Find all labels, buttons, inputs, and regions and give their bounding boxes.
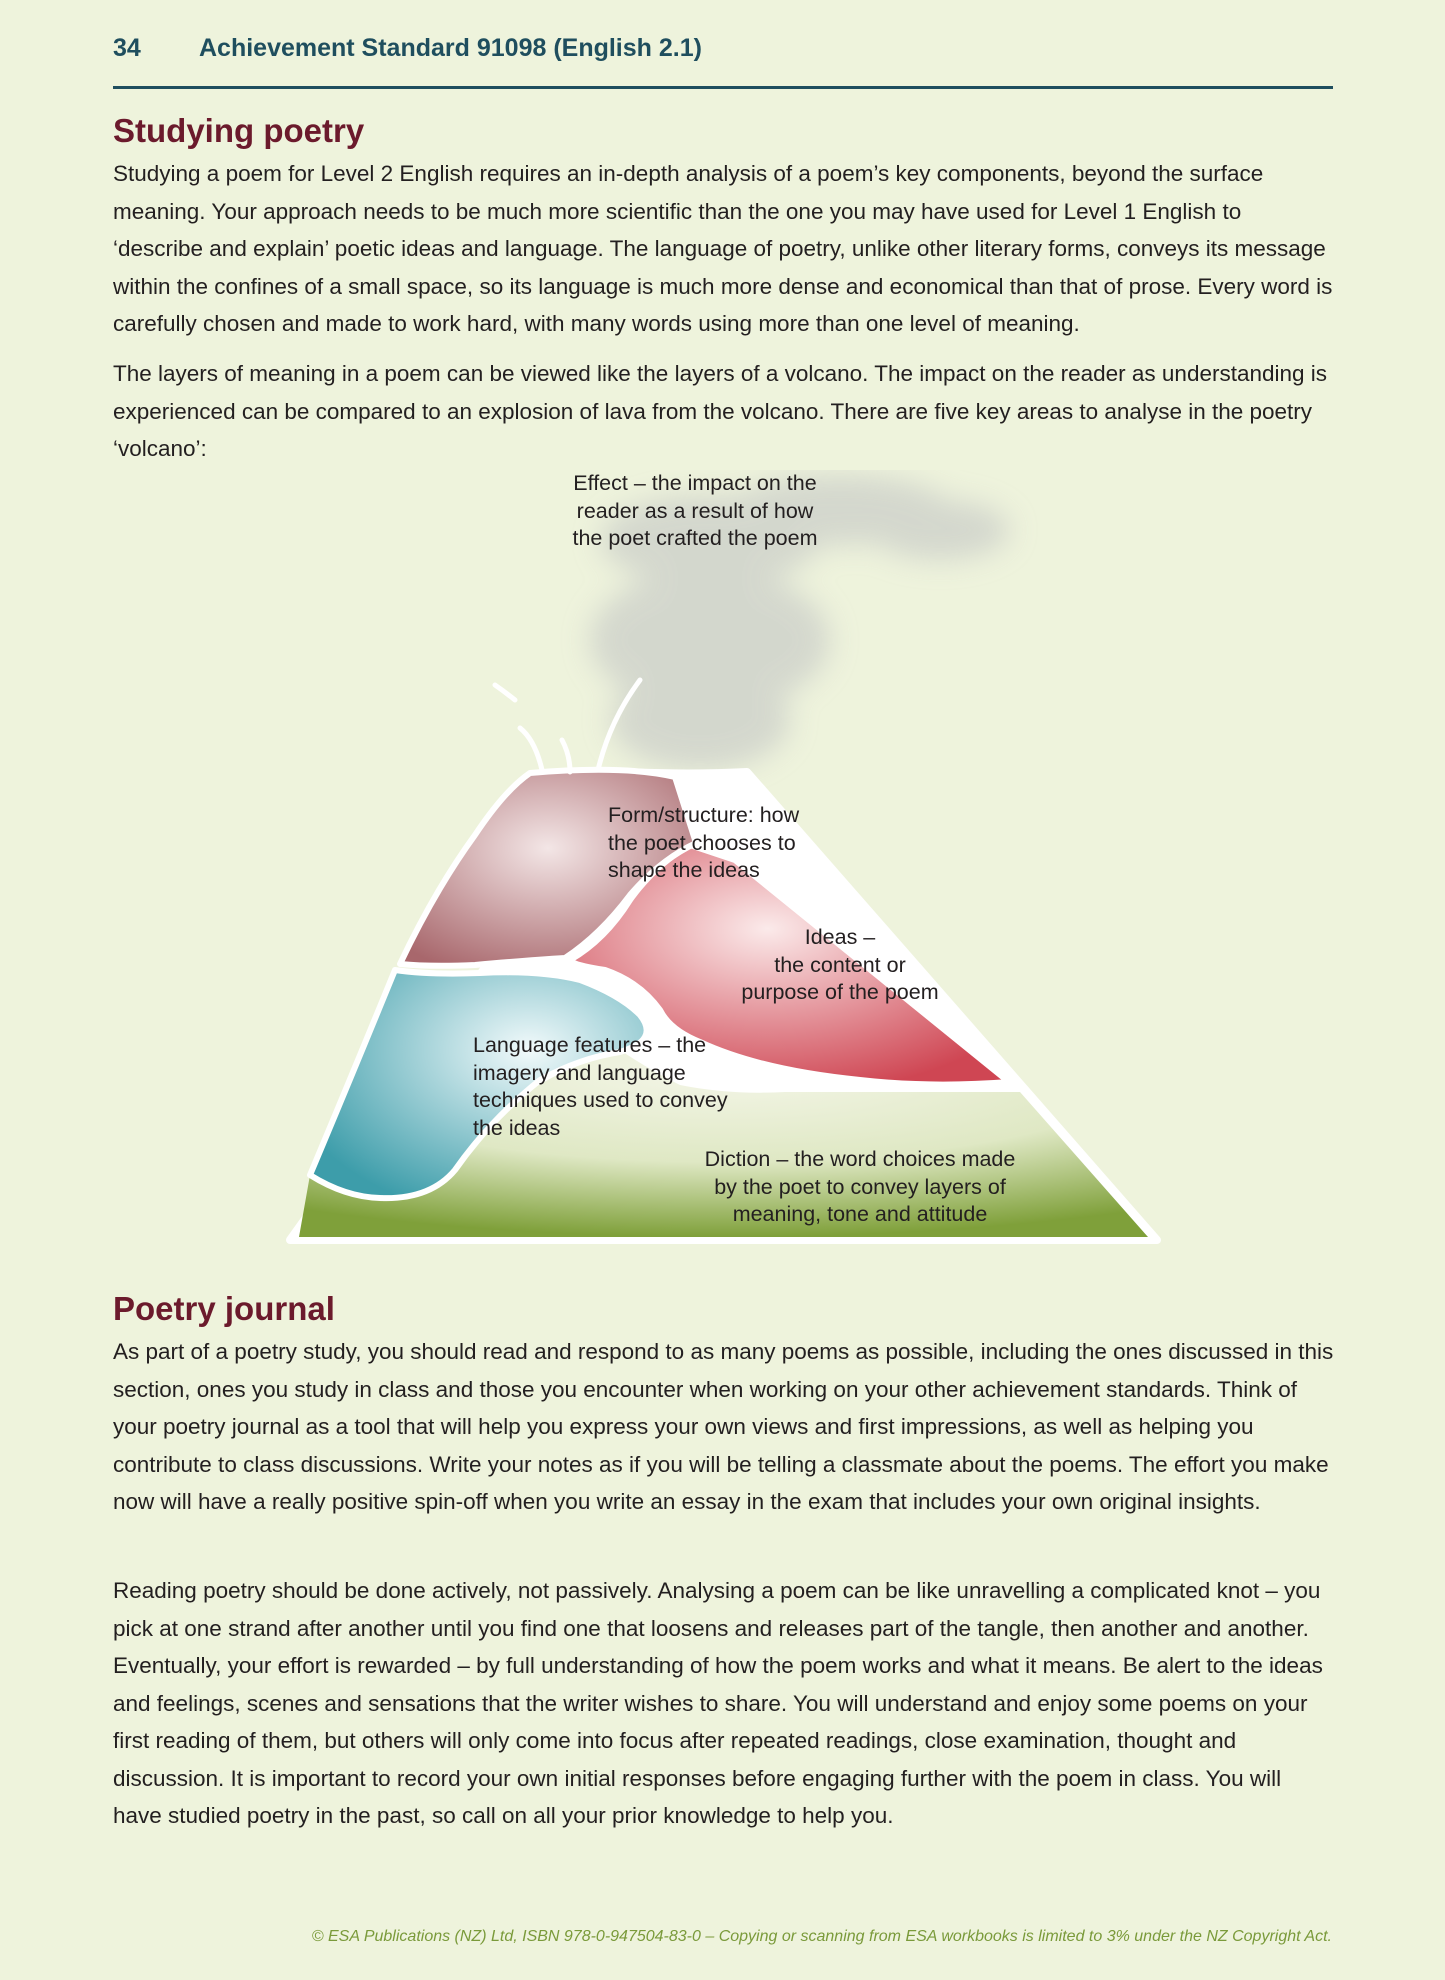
page-number: 34 (113, 34, 141, 62)
paragraph-journal-1: As part of a poetry study, you should read and respond to as many poems as possible, including the ones discussed in this section, ones you study in class and those you encounter when working on your other achievement standards. Think of your poetry journal as a tool that will help you express your own views and first impressions, as well as helping you contribute to class discussions. Write your notes as if you will be telling a classmate about the poems. The effort you make now will have a really positive spin-off when you write an essay in the exam that includes your own original insights. (113, 1339, 1334, 1514)
label-effect-line: the poet crafted the poem (572, 526, 818, 550)
label-ideas-line: the content or (774, 952, 906, 977)
label-diction-line: Diction – the word choices made (704, 1147, 1016, 1171)
label-form (608, 802, 799, 885)
label-ideas-line: Ideas – (804, 925, 876, 949)
label-effect-line: Effect – the impact on the (573, 471, 817, 495)
section-heading-studying-poetry: Studying poetry (113, 112, 365, 149)
copyright-footer: © ESA Publications (NZ) Ltd, ISBN 978-0-947504-83-0 – Copying or scanning from ESA workbooks is limited to 3% under the NZ Copyright Act. (311, 1928, 1332, 1945)
label-diction-line: meaning, tone and attitude (732, 1202, 988, 1226)
label-form-line: Form/structure: how (608, 803, 800, 827)
section-heading-poetry-journal: Poetry journal (113, 1290, 335, 1327)
label-effect (545, 470, 845, 553)
label-diction (690, 1146, 1030, 1229)
label-ideas (700, 924, 980, 1007)
label-form-line: the poet chooses to (608, 830, 796, 855)
paragraph-studying-1: Studying a poem for Level 2 English requires an in-depth analysis of a poem’s key components, beyond the surface meaning. Your approach needs to be much more scientific than the one you may have used for Level 1 English to ‘describe and explain’ poetic ideas and language. The language of poetry, unlike other literary forms, conveys its message within the confines of a small space, so its language is much more dense and economical than that of prose. Every word is carefully chosen and made to work hard, with many words using more than one level of meaning. (113, 161, 1333, 336)
volcano-diagram (280, 470, 1180, 1270)
label-language-line: techniques used to convey (473, 1088, 728, 1112)
label-form-line: shape the ideas (608, 858, 760, 882)
label-effect-line: reader as a result of how (576, 498, 814, 523)
page-header (113, 34, 1333, 89)
label-diction-line: by the poet to convey layers of (714, 1174, 1006, 1199)
label-language-line: imagery and language (473, 1060, 686, 1085)
label-ideas-line: purpose of the poem (741, 980, 939, 1004)
label-language-line: Language features – the (473, 1033, 707, 1057)
label-language (473, 1032, 728, 1142)
paragraph-studying-2: The layers of meaning in a poem can be viewed like the layers of a volcano. The impact on the reader as understanding is experienced can be compared to an explosion of lava from the volcano. There are five key areas to analyse in the poetry ‘volcano’: (113, 361, 1328, 461)
paragraph-journal-2: Reading poetry should be done actively, not passively. Analysing a poem can be like unravelling a complicated knot – you pick at one strand after another until you find one that loosens and releases part of the tangle, then another and another. Eventually, your effort is rewarded – by full understanding of how the poem works and what it means. Be alert to the ideas and feelings, scenes and sensations that the writer wishes to share. You will understand and enjoy some poems on your first reading of them, but others will only come into focus after repeated readings, close examination, thought and discussion. It is important to record your own initial responses before engaging further with the poem in class. You will have studied poetry in the past, so call on all your prior knowledge to help you. (113, 1578, 1323, 1828)
label-language-line: the ideas (473, 1115, 561, 1140)
standard-title: Achievement Standard 91098 (English 2.1) (199, 34, 702, 62)
